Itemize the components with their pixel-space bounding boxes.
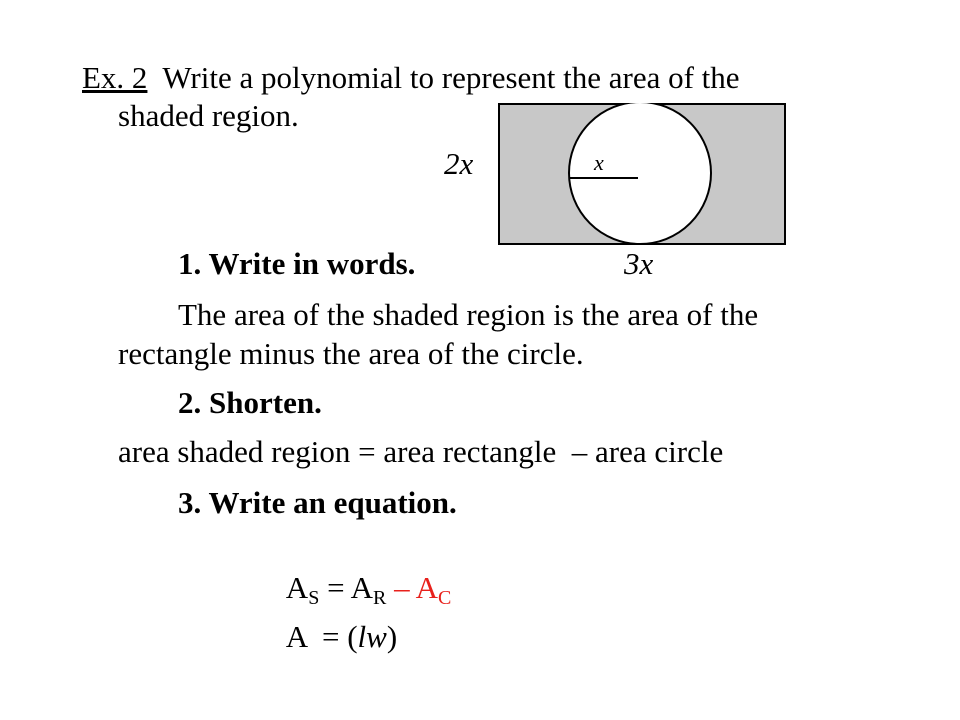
equation-area-rectangle xyxy=(272,583,397,655)
width-label: 3x xyxy=(624,246,654,281)
explanation-line-1: The area of the shaded region is the area of the xyxy=(178,297,759,332)
shaded-region-figure xyxy=(498,103,788,247)
eq-equals-a-r: = A xyxy=(319,570,373,605)
step-3-heading: 3. Write an equation. xyxy=(178,485,457,520)
eq2-close: ) xyxy=(386,619,398,654)
heading-text: Write a polynomial to represent the area of the xyxy=(147,60,740,95)
radius-label: x xyxy=(594,150,604,175)
eq-sub-r: R xyxy=(372,587,387,609)
heading-line-2: shaded region. xyxy=(118,98,299,133)
eq-sub-c: C xyxy=(438,587,452,609)
step-1-heading: 1. Write in words. xyxy=(178,246,416,281)
example-label: Ex. 2 xyxy=(82,60,148,95)
eq-a-s: A xyxy=(285,570,309,605)
height-label: 2x xyxy=(444,146,474,181)
circle-shape xyxy=(569,103,711,244)
eq-minus-a-c: – A xyxy=(386,570,439,605)
eq-sub-s: S xyxy=(308,587,320,609)
eq2-lw: lw xyxy=(357,619,387,654)
eq2-prefix: A = ( xyxy=(285,619,358,654)
step-2-heading: 2. Shorten. xyxy=(178,385,322,420)
short-equation: area shaded region = area rectangle – area circle xyxy=(118,434,724,469)
heading-line-1 xyxy=(82,60,740,96)
explanation-line-2: rectangle minus the area of the circle. xyxy=(118,336,584,371)
